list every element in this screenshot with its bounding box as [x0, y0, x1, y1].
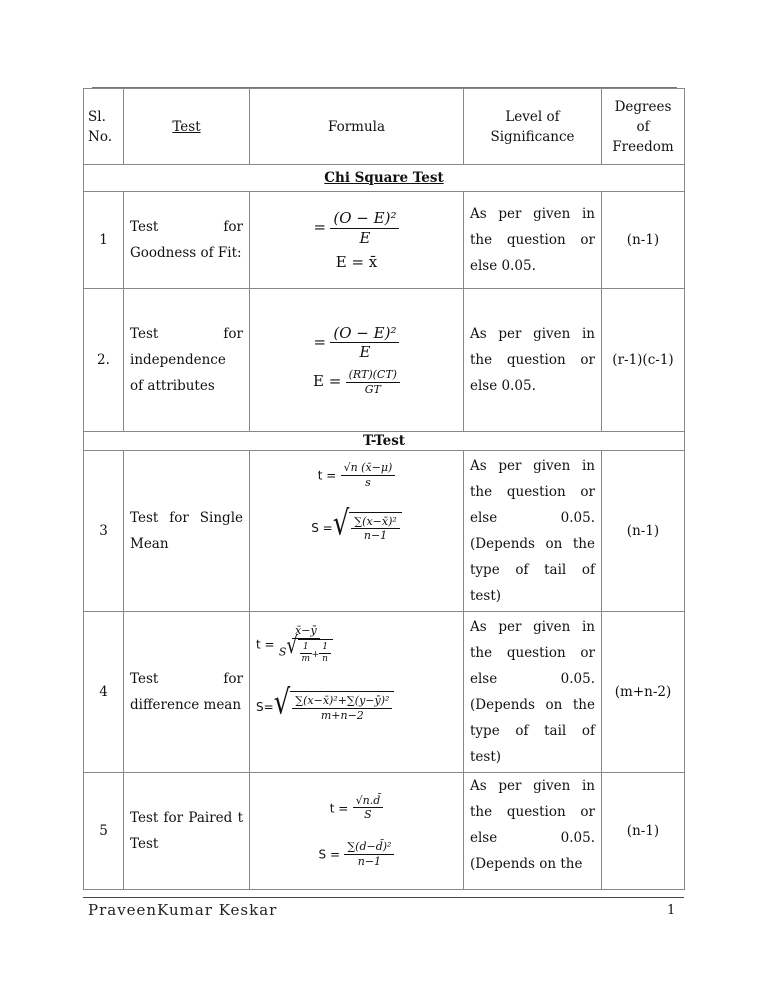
- formula-eq: =: [313, 332, 327, 351]
- row-number: 5: [84, 773, 124, 890]
- denominator: n−1: [363, 529, 388, 543]
- formula-cell: [250, 192, 464, 289]
- section-title: Chi Square Test: [84, 165, 685, 192]
- test-name: Test for difference mean: [124, 612, 250, 773]
- plus-sign: +: [311, 649, 320, 660]
- formula-line: E = x̄: [335, 253, 378, 272]
- numerator: ∑(x−x̄)²+∑(y−ȳ)²: [292, 694, 392, 709]
- significance: As per given in the question or else 0.05. (Depends on the type of tail of test): [464, 451, 602, 612]
- degrees-of-freedom: (r-1)(c-1): [602, 289, 685, 432]
- header-sl: Sl. No.: [84, 89, 124, 165]
- denominator: E: [359, 343, 371, 362]
- row-number: 1: [84, 192, 124, 289]
- section-row-t: [84, 432, 685, 451]
- table-row: [84, 289, 685, 432]
- formula-label: S=: [256, 700, 274, 714]
- table-row: [84, 451, 685, 612]
- formula-label: t =: [329, 800, 349, 815]
- fraction: [344, 840, 394, 869]
- numerator: ∑(d−d̄)²: [344, 840, 394, 855]
- fraction: [341, 461, 396, 490]
- table-row: [84, 192, 685, 289]
- numerator: (O − E)²: [330, 324, 399, 344]
- table-header-row: [84, 89, 685, 165]
- fraction: x̄−ȳ S √ $\frac{1}{m}$ + $\frac{1}{n}$: [279, 624, 333, 665]
- denominator: m+n−2: [320, 709, 364, 722]
- significance: As per given in the question or else 0.05. (Depends on the type of tail of test): [464, 612, 602, 773]
- section-row-chi: [84, 165, 685, 192]
- fraction: [330, 209, 399, 248]
- statistical-tests-table: [83, 88, 685, 890]
- header-dof: Degrees of Freedom: [602, 89, 685, 165]
- numerator: ∑(x−x̄)²: [351, 515, 399, 530]
- row-number: 3: [84, 451, 124, 612]
- denominator: E: [359, 228, 371, 247]
- formula-cell: [250, 289, 464, 432]
- denominator: GT: [364, 382, 381, 396]
- degrees-of-freedom: (n-1): [602, 773, 685, 890]
- denominator: n: [322, 654, 328, 664]
- significance: As per given in the question or else 0.05. (Depends on the: [464, 773, 602, 890]
- footer-author: PraveenKumar Keskar: [88, 901, 278, 919]
- test-name: Test for Paired t Test: [124, 773, 250, 890]
- numerator: 1: [319, 642, 331, 654]
- fraction: [351, 515, 399, 544]
- header-level: Level of Significance: [464, 89, 602, 165]
- row-number: 2.: [84, 289, 124, 432]
- row-number: 4: [84, 612, 124, 773]
- page-number: 1: [667, 903, 676, 918]
- significance: As per given in the question or else 0.05.: [464, 289, 602, 432]
- numerator: (RT)(CT): [346, 368, 400, 383]
- formula-label: S =: [318, 847, 341, 862]
- denominator: s: [365, 475, 371, 489]
- test-name: Test for independence of attributes: [124, 289, 250, 432]
- footer-rule: [83, 897, 684, 898]
- formula-cell: [250, 612, 464, 773]
- formula-label: S =: [311, 520, 333, 535]
- denominator: S: [364, 808, 372, 822]
- table-row: [84, 773, 685, 890]
- numerator: 1: [300, 642, 312, 654]
- numerator: x̄−ȳ: [292, 624, 320, 639]
- fraction: [292, 694, 392, 723]
- header-formula: Formula: [250, 89, 464, 165]
- section-title: T-Test: [84, 432, 685, 451]
- denominator-s: S: [278, 645, 287, 658]
- fraction: [346, 368, 400, 397]
- numerator: (O − E)²: [330, 209, 399, 229]
- formula-eq: =: [313, 217, 327, 236]
- fraction: [330, 324, 399, 363]
- formula-label: E =: [313, 371, 342, 390]
- sqrt: √ $\frac{\text{∑(x−x̄)²+∑(y−ȳ)²}}{m+n-2}$: [274, 691, 395, 723]
- formula-cell: [250, 451, 464, 612]
- degrees-of-freedom: (n-1): [602, 451, 685, 612]
- formula-cell: [250, 773, 464, 890]
- significance: As per given in the question or else 0.05.: [464, 192, 602, 289]
- degrees-of-freedom: (m+n-2): [602, 612, 685, 773]
- test-name: Test for Goodness of Fit:: [124, 192, 250, 289]
- numerator: √n (x̄−μ): [341, 461, 396, 476]
- sqrt: √ $\frac{\text{∑(x−x̄)²}}{n-1}$: [333, 512, 402, 544]
- header-test: Test: [172, 118, 201, 135]
- formula-label: t =: [317, 468, 337, 483]
- degrees-of-freedom: (n-1): [602, 192, 685, 289]
- test-name: Test for Single Mean: [124, 451, 250, 612]
- denominator: m: [301, 654, 311, 664]
- formula-label: t =: [256, 637, 275, 652]
- numerator: √n.d̄: [353, 794, 384, 809]
- denominator: n−1: [357, 854, 382, 868]
- fraction: [353, 794, 384, 823]
- table-row: [84, 612, 685, 773]
